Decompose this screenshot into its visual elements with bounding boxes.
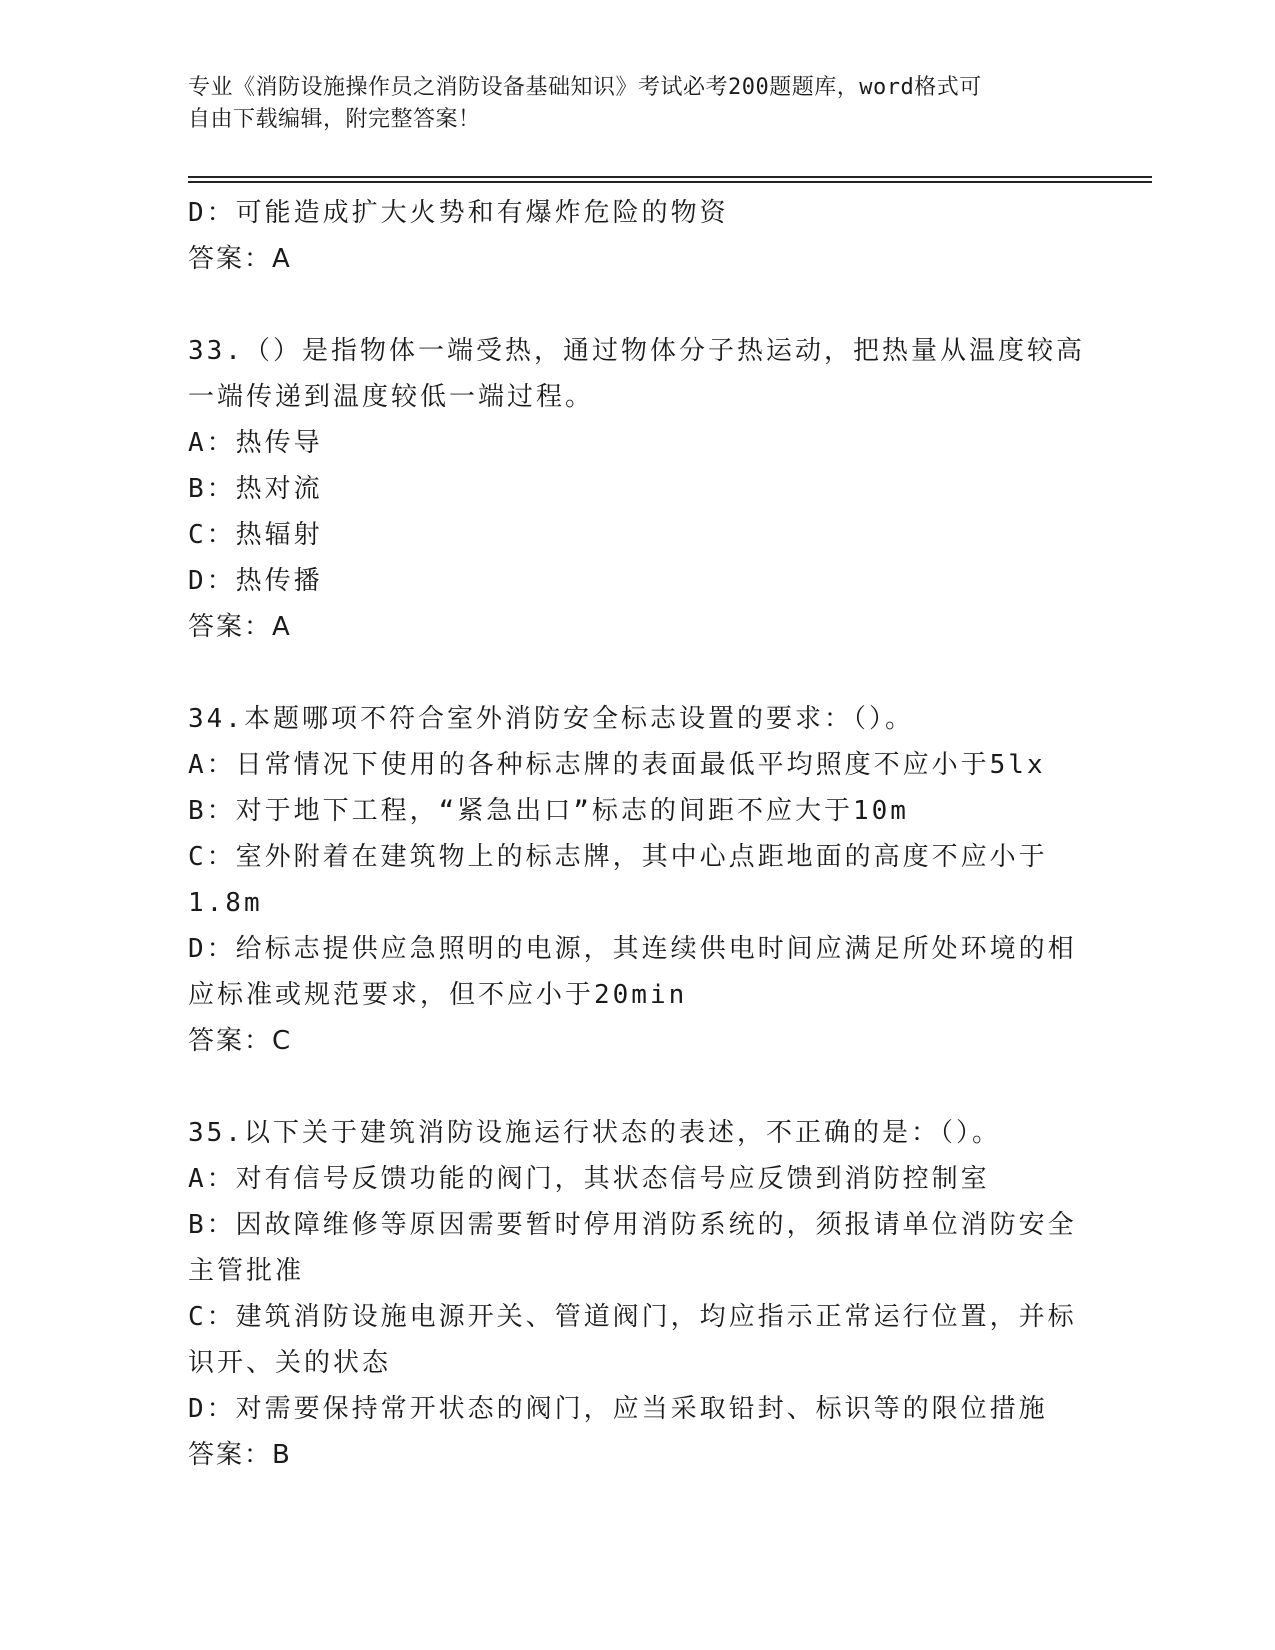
option-b: B：对于地下工程，“紧急出口”标志的间距不应大于10m [188, 796, 909, 826]
question-35 [188, 1110, 1088, 1478]
spacer [188, 1064, 1088, 1110]
header-line-1: 专业《消防设施操作员之消防设备基础知识》考试必考200题题库，word格式可 [188, 75, 982, 100]
question-33 [188, 328, 1088, 650]
option-b: B：因故障维修等原因需要暂时停用消防系统的，须报请单位消防安全 [188, 1210, 1077, 1240]
option-d: D：热传播 [188, 566, 323, 596]
answer: 答案：A [188, 244, 292, 274]
document-header [188, 72, 1088, 136]
question-stem-cont: 一端传递到温度较低一端过程。 [188, 382, 595, 412]
question-stem: 34.本题哪项不符合室外消防安全标志设置的要求：（）。 [188, 704, 914, 734]
option-c: C：热辐射 [188, 520, 323, 550]
answer: 答案：A [188, 612, 292, 642]
option-a: A：日常情况下使用的各种标志牌的表面最低平均照度不应小于5lx [188, 750, 1046, 780]
header-line-2: 自由下载编辑，附完整答案！ [188, 107, 481, 132]
option-a: A：热传导 [188, 428, 323, 458]
question-stem: 35.以下关于建筑消防设施运行状态的表述，不正确的是：（）。 [188, 1118, 1001, 1148]
previous-question-tail [188, 190, 1088, 282]
option-c-cont: 识开、关的状态 [188, 1348, 392, 1378]
header-divider-top [188, 176, 1152, 178]
question-34 [188, 696, 1088, 1064]
spacer [188, 650, 1088, 696]
option-d: D：给标志提供应急照明的电源，其连续供电时间应满足所处环境的相 [188, 934, 1077, 964]
option-c-cont: 1.8m [188, 888, 263, 918]
option-c: C：建筑消防设施电源开关、管道阀门，均应指示正常运行位置，并标 [188, 1302, 1077, 1332]
answer: 答案：B [188, 1440, 292, 1470]
option-d: D：对需要保持常开状态的阀门，应当采取铅封、标识等的限位措施 [188, 1394, 1048, 1424]
answer: 答案：C [188, 1026, 293, 1056]
option-d: D：可能造成扩大火势和有爆炸危险的物资 [188, 198, 729, 228]
option-b: B：热对流 [188, 474, 323, 504]
header-divider-bottom [188, 181, 1152, 183]
option-a: A：对有信号反馈功能的阀门，其状态信号应反馈到消防控制室 [188, 1164, 990, 1194]
option-b-cont: 主管批准 [188, 1256, 305, 1286]
question-stem: 33.（）是指物体一端受热，通过物体分子热运动，把热量从温度较高 [188, 336, 1085, 366]
option-c: C：室外附着在建筑物上的标志牌，其中心点距地面的高度不应小于 [188, 842, 1048, 872]
question-list [188, 190, 1088, 1478]
spacer [188, 282, 1088, 328]
option-d-cont: 应标准或规范要求，但不应小于20min [188, 980, 688, 1010]
